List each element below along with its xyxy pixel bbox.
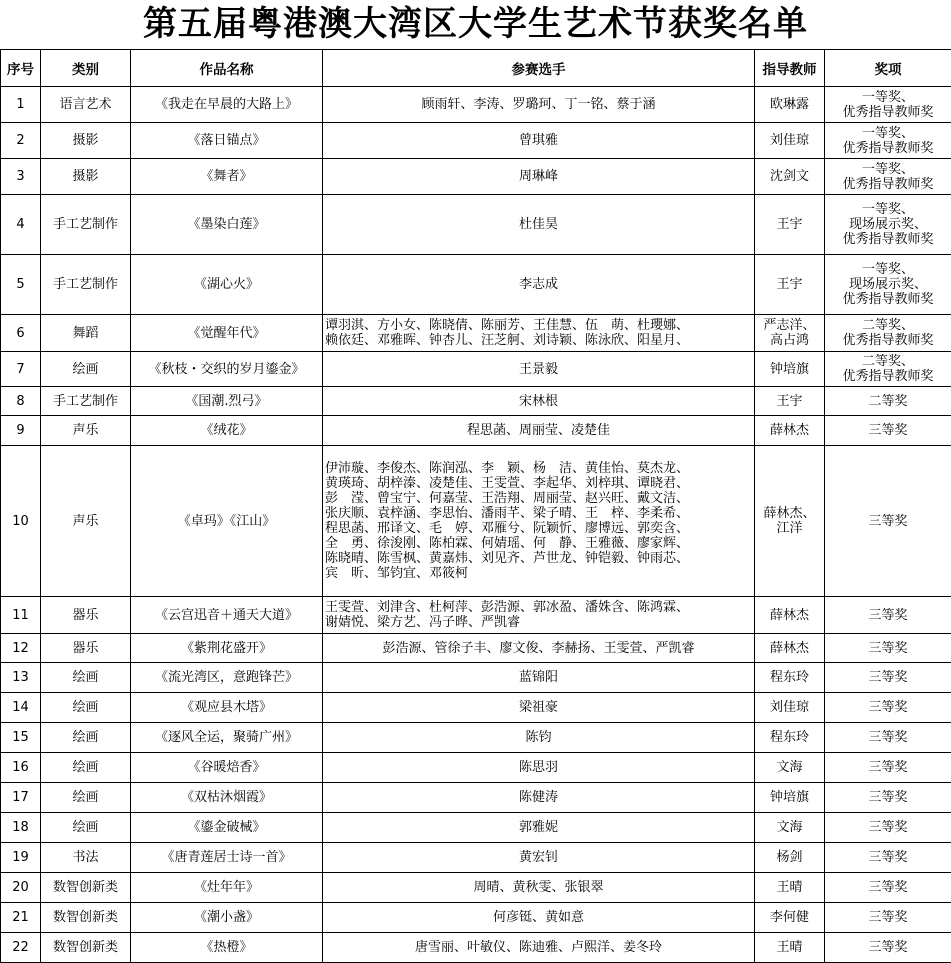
table-row — [1, 753, 951, 783]
table-row — [1, 315, 951, 352]
table-row — [1, 87, 951, 123]
cell-no: 17 — [1, 783, 41, 813]
cell-category: 绘画 — [41, 813, 131, 843]
award-line: 优秀指导教师奖 — [827, 369, 949, 384]
cell-teacher — [755, 843, 825, 873]
cell-players — [323, 783, 755, 813]
teacher-line: 江洋 — [757, 521, 822, 536]
cell-players — [323, 693, 755, 723]
table-row — [1, 597, 951, 634]
cell-category: 手工艺制作 — [41, 255, 131, 315]
teacher-line: 文海 — [757, 760, 822, 775]
cell-no: 15 — [1, 723, 41, 753]
players-line: 陈钧 — [325, 730, 752, 745]
cell-award — [825, 903, 951, 933]
cell-category: 器乐 — [41, 634, 131, 663]
players-line: 张庆顺、袁梓涵、李思怡、潘雨芊、梁子晴、王 梓、李柔希、 — [325, 506, 752, 521]
award-line: 优秀指导教师奖 — [827, 333, 949, 348]
table-row — [1, 783, 951, 813]
teacher-line: 程东玲 — [757, 730, 822, 745]
table-row — [1, 159, 951, 195]
award-line: 三等奖 — [827, 850, 949, 865]
cell-players — [323, 634, 755, 663]
players-line: 谢婧悦、梁方艺、冯子晔、严凯睿 — [325, 615, 752, 630]
award-line: 二等奖、 — [827, 318, 949, 333]
players-line: 蓝锦阳 — [325, 670, 752, 685]
table-row — [1, 352, 951, 387]
players-line: 周琳峰 — [325, 169, 752, 184]
cell-no: 9 — [1, 416, 41, 446]
cell-no: 7 — [1, 352, 41, 387]
cell-category: 数智创新类 — [41, 873, 131, 903]
players-line: 宾 昕、邹钧宜、邓筱柯 — [325, 566, 752, 581]
teacher-line: 程东玲 — [757, 670, 822, 685]
cell-work: 《卓玛》《江山》 — [131, 446, 323, 597]
players-line: 唐雪丽、叶敏仪、陈迪雅、卢熙洋、姜冬玲 — [325, 940, 752, 955]
cell-award — [825, 315, 951, 352]
cell-teacher — [755, 446, 825, 597]
cell-players — [323, 903, 755, 933]
teacher-line: 王晴 — [757, 940, 822, 955]
cell-category: 舞蹈 — [41, 315, 131, 352]
cell-work: 《流光湾区，意跑锋芒》 — [131, 663, 323, 693]
cell-award — [825, 693, 951, 723]
players-line: 何彦铤、黄如意 — [325, 910, 752, 925]
cell-work: 《湖心火》 — [131, 255, 323, 315]
cell-players — [323, 159, 755, 195]
table-body — [1, 87, 951, 963]
teacher-line: 薛林杰 — [757, 641, 822, 656]
cell-work: 《我走在早晨的大路上》 — [131, 87, 323, 123]
table-row — [1, 933, 951, 963]
cell-category: 手工艺制作 — [41, 387, 131, 416]
award-line: 三等奖 — [827, 730, 949, 745]
table-row — [1, 723, 951, 753]
table-row — [1, 123, 951, 159]
award-line: 三等奖 — [827, 760, 949, 775]
table-row — [1, 693, 951, 723]
award-line: 优秀指导教师奖 — [827, 105, 949, 120]
teacher-line: 钟培旗 — [757, 362, 822, 377]
cell-teacher — [755, 195, 825, 255]
cell-category: 绘画 — [41, 352, 131, 387]
cell-teacher — [755, 933, 825, 963]
table-row — [1, 813, 951, 843]
cell-award — [825, 933, 951, 963]
cell-award — [825, 446, 951, 597]
award-line: 优秀指导教师奖 — [827, 292, 949, 307]
cell-award — [825, 387, 951, 416]
cell-work: 《落日锚点》 — [131, 123, 323, 159]
cell-players — [323, 416, 755, 446]
teacher-line: 沈剑文 — [757, 169, 822, 184]
cell-players — [323, 873, 755, 903]
award-line: 优秀指导教师奖 — [827, 232, 949, 247]
table-row — [1, 843, 951, 873]
cell-teacher — [755, 597, 825, 634]
cell-teacher — [755, 315, 825, 352]
award-line: 二等奖 — [827, 394, 949, 409]
cell-award — [825, 783, 951, 813]
cell-players — [323, 255, 755, 315]
award-line: 一等奖、 — [827, 162, 949, 177]
teacher-line: 严志洋、 — [757, 318, 822, 333]
cell-award — [825, 663, 951, 693]
award-line: 现场展示奖、 — [827, 277, 949, 292]
teacher-line: 刘佳琼 — [757, 700, 822, 715]
cell-players — [323, 387, 755, 416]
cell-teacher — [755, 783, 825, 813]
cell-no: 18 — [1, 813, 41, 843]
award-line: 一等奖、 — [827, 90, 949, 105]
players-line: 曾琪雅 — [325, 133, 752, 148]
cell-work: 《唐青莲居士诗一首》 — [131, 843, 323, 873]
cell-no: 13 — [1, 663, 41, 693]
cell-award — [825, 195, 951, 255]
cell-no: 10 — [1, 446, 41, 597]
cell-teacher — [755, 255, 825, 315]
award-line: 三等奖 — [827, 880, 949, 895]
teacher-line: 薛林杰 — [757, 608, 822, 623]
cell-no: 4 — [1, 195, 41, 255]
cell-category: 摄影 — [41, 159, 131, 195]
cell-work: 《墨染白莲》 — [131, 195, 323, 255]
players-line: 郭雅妮 — [325, 820, 752, 835]
players-line: 黄瑛琦、胡梓溱、凌楚佳、王雯萱、李起华、刘梓琪、谭晓君、 — [325, 476, 752, 491]
page-title: 第五届粤港澳大湾区大学生艺术节获奖名单 — [0, 0, 951, 48]
cell-teacher — [755, 753, 825, 783]
award-line: 三等奖 — [827, 700, 949, 715]
cell-award — [825, 873, 951, 903]
cell-work: 《热橙》 — [131, 933, 323, 963]
cell-category: 书法 — [41, 843, 131, 873]
cell-players — [323, 663, 755, 693]
table-row — [1, 903, 951, 933]
players-line: 梁祖豪 — [325, 700, 752, 715]
cell-no: 1 — [1, 87, 41, 123]
table-row — [1, 446, 951, 597]
cell-award — [825, 843, 951, 873]
teacher-line: 钟培旗 — [757, 790, 822, 805]
cell-players — [323, 813, 755, 843]
cell-teacher — [755, 87, 825, 123]
cell-teacher — [755, 873, 825, 903]
cell-category: 声乐 — [41, 446, 131, 597]
cell-teacher — [755, 693, 825, 723]
header-category: 类别 — [41, 50, 131, 87]
table-row — [1, 634, 951, 663]
cell-no: 6 — [1, 315, 41, 352]
table-row — [1, 416, 951, 446]
teacher-line: 薛林杰 — [757, 423, 822, 438]
cell-category: 语言艺术 — [41, 87, 131, 123]
cell-work: 《潮小盏》 — [131, 903, 323, 933]
teacher-line: 王晴 — [757, 880, 822, 895]
players-line: 黄宏钊 — [325, 850, 752, 865]
players-line: 王景毅 — [325, 362, 752, 377]
teacher-line: 刘佳琼 — [757, 133, 822, 148]
cell-work: 《鎏金破械》 — [131, 813, 323, 843]
players-line: 李志成 — [325, 277, 752, 292]
cell-award — [825, 159, 951, 195]
cell-category: 器乐 — [41, 597, 131, 634]
cell-no: 12 — [1, 634, 41, 663]
header-no: 序号 — [1, 50, 41, 87]
cell-category: 手工艺制作 — [41, 195, 131, 255]
cell-teacher — [755, 352, 825, 387]
players-line: 周晴、黄秋雯、张银翠 — [325, 880, 752, 895]
award-line: 三等奖 — [827, 910, 949, 925]
cell-players — [323, 195, 755, 255]
players-line: 全 勇、徐浚刚、陈柏霖、何婧瑶、何 静、王雅薇、廖家辉、 — [325, 536, 752, 551]
cell-award — [825, 255, 951, 315]
award-line: 二等奖、 — [827, 354, 949, 369]
cell-award — [825, 813, 951, 843]
cell-work: 《云宫迅音＋通天大道》 — [131, 597, 323, 634]
cell-work: 《国潮.烈弓》 — [131, 387, 323, 416]
cell-teacher — [755, 813, 825, 843]
cell-players — [323, 723, 755, 753]
cell-players — [323, 753, 755, 783]
players-line: 彭浩源、管徐子丰、廖文俊、李赫扬、王雯萱、严凯睿 — [325, 641, 752, 656]
award-line: 三等奖 — [827, 608, 949, 623]
players-line: 杜佳昊 — [325, 217, 752, 232]
header-teacher: 指导教师 — [755, 50, 825, 87]
header-players: 参赛选手 — [323, 50, 755, 87]
cell-players — [323, 123, 755, 159]
cell-work: 《秋枝・交织的岁月鎏金》 — [131, 352, 323, 387]
award-line: 三等奖 — [827, 820, 949, 835]
cell-no: 5 — [1, 255, 41, 315]
cell-award — [825, 123, 951, 159]
table-row — [1, 195, 951, 255]
cell-players — [323, 933, 755, 963]
header-work: 作品名称 — [131, 50, 323, 87]
players-line: 陈晓晴、陈雪枫、黄嘉炜、刘见齐、芦世龙、钟铠毅、钟雨芯、 — [325, 551, 752, 566]
cell-players — [323, 315, 755, 352]
players-line: 程思菡、周丽莹、凌楚佳 — [325, 423, 752, 438]
header-row — [1, 50, 951, 87]
cell-award — [825, 416, 951, 446]
cell-teacher — [755, 387, 825, 416]
players-line: 顾雨轩、李涛、罗璐珂、丁一铭、蔡于涵 — [325, 97, 752, 112]
cell-work: 《双枯沐烟霞》 — [131, 783, 323, 813]
cell-teacher — [755, 123, 825, 159]
teacher-line: 王宇 — [757, 277, 822, 292]
cell-players — [323, 87, 755, 123]
table-row — [1, 387, 951, 416]
award-line: 三等奖 — [827, 514, 949, 529]
cell-players — [323, 843, 755, 873]
cell-category: 绘画 — [41, 753, 131, 783]
cell-teacher — [755, 416, 825, 446]
teacher-line: 王宇 — [757, 394, 822, 409]
cell-work: 《逐风全运，聚骑广州》 — [131, 723, 323, 753]
cell-players — [323, 597, 755, 634]
teacher-line: 王宇 — [757, 217, 822, 232]
table-row — [1, 873, 951, 903]
award-line: 三等奖 — [827, 423, 949, 438]
cell-category: 绘画 — [41, 693, 131, 723]
award-line: 一等奖、 — [827, 262, 949, 277]
cell-no: 19 — [1, 843, 41, 873]
table-row — [1, 663, 951, 693]
cell-no: 14 — [1, 693, 41, 723]
players-line: 王雯萱、刘津含、杜柯萍、彭浩源、郭冰盈、潘姝含、陈鸿霖、 — [325, 600, 752, 615]
cell-award — [825, 753, 951, 783]
award-line: 现场展示奖、 — [827, 217, 949, 232]
players-line: 彭 滢、曾宝宁、何嘉莹、王浩翔、周丽莹、赵兴旺、戴文洁、 — [325, 491, 752, 506]
cell-no: 22 — [1, 933, 41, 963]
header-award: 奖项 — [825, 50, 951, 87]
players-line: 赖依廷、邓雅晖、钟杏儿、汪芝舸、刘诗颖、陈泳欣、阳星月、 — [325, 333, 752, 348]
players-line: 宋林根 — [325, 394, 752, 409]
players-line: 谭羽淇、方小女、陈晓倩、陈丽芳、王佳慧、伍 萌、杜瓔娜、 — [325, 318, 752, 333]
cell-work: 《紫荆花盛开》 — [131, 634, 323, 663]
cell-work: 《谷暖焙香》 — [131, 753, 323, 783]
table-row — [1, 255, 951, 315]
cell-work: 《观应县木塔》 — [131, 693, 323, 723]
cell-category: 数智创新类 — [41, 903, 131, 933]
cell-players — [323, 352, 755, 387]
teacher-line: 薛林杰、 — [757, 506, 822, 521]
players-line: 陈思羽 — [325, 760, 752, 775]
award-line: 优秀指导教师奖 — [827, 141, 949, 156]
cell-award — [825, 352, 951, 387]
teacher-line: 高占鸿 — [757, 333, 822, 348]
cell-no: 21 — [1, 903, 41, 933]
cell-teacher — [755, 159, 825, 195]
cell-no: 11 — [1, 597, 41, 634]
teacher-line: 李何健 — [757, 910, 822, 925]
cell-category: 声乐 — [41, 416, 131, 446]
award-line: 优秀指导教师奖 — [827, 177, 949, 192]
cell-category: 绘画 — [41, 783, 131, 813]
cell-work: 《灶年年》 — [131, 873, 323, 903]
award-line: 三等奖 — [827, 641, 949, 656]
cell-award — [825, 723, 951, 753]
award-line: 三等奖 — [827, 670, 949, 685]
cell-category: 绘画 — [41, 723, 131, 753]
cell-teacher — [755, 663, 825, 693]
cell-no: 16 — [1, 753, 41, 783]
cell-work: 《绒花》 — [131, 416, 323, 446]
teacher-line: 欧琳露 — [757, 97, 822, 112]
cell-award — [825, 87, 951, 123]
cell-category: 数智创新类 — [41, 933, 131, 963]
cell-no: 8 — [1, 387, 41, 416]
cell-teacher — [755, 723, 825, 753]
cell-award — [825, 597, 951, 634]
cell-award — [825, 634, 951, 663]
cell-work: 《舞者》 — [131, 159, 323, 195]
players-line: 伊沛璇、李俊杰、陈润泓、李 颖、杨 洁、黄佳怡、莫杰龙、 — [325, 461, 752, 476]
players-line: 陈健涛 — [325, 790, 752, 805]
teacher-line: 文海 — [757, 820, 822, 835]
cell-no: 2 — [1, 123, 41, 159]
cell-teacher — [755, 634, 825, 663]
award-line: 一等奖、 — [827, 202, 949, 217]
cell-category: 摄影 — [41, 123, 131, 159]
award-line: 三等奖 — [827, 790, 949, 805]
cell-players — [323, 446, 755, 597]
cell-no: 3 — [1, 159, 41, 195]
cell-work: 《觉醒年代》 — [131, 315, 323, 352]
players-line: 程思菡、邢译文、毛 婷、邓雁兮、阮颖忻、廖博远、郭奕含、 — [325, 521, 752, 536]
cell-teacher — [755, 903, 825, 933]
award-line: 三等奖 — [827, 940, 949, 955]
award-line: 一等奖、 — [827, 126, 949, 141]
teacher-line: 杨剑 — [757, 850, 822, 865]
cell-no: 20 — [1, 873, 41, 903]
cell-category: 绘画 — [41, 663, 131, 693]
award-table — [0, 49, 951, 963]
